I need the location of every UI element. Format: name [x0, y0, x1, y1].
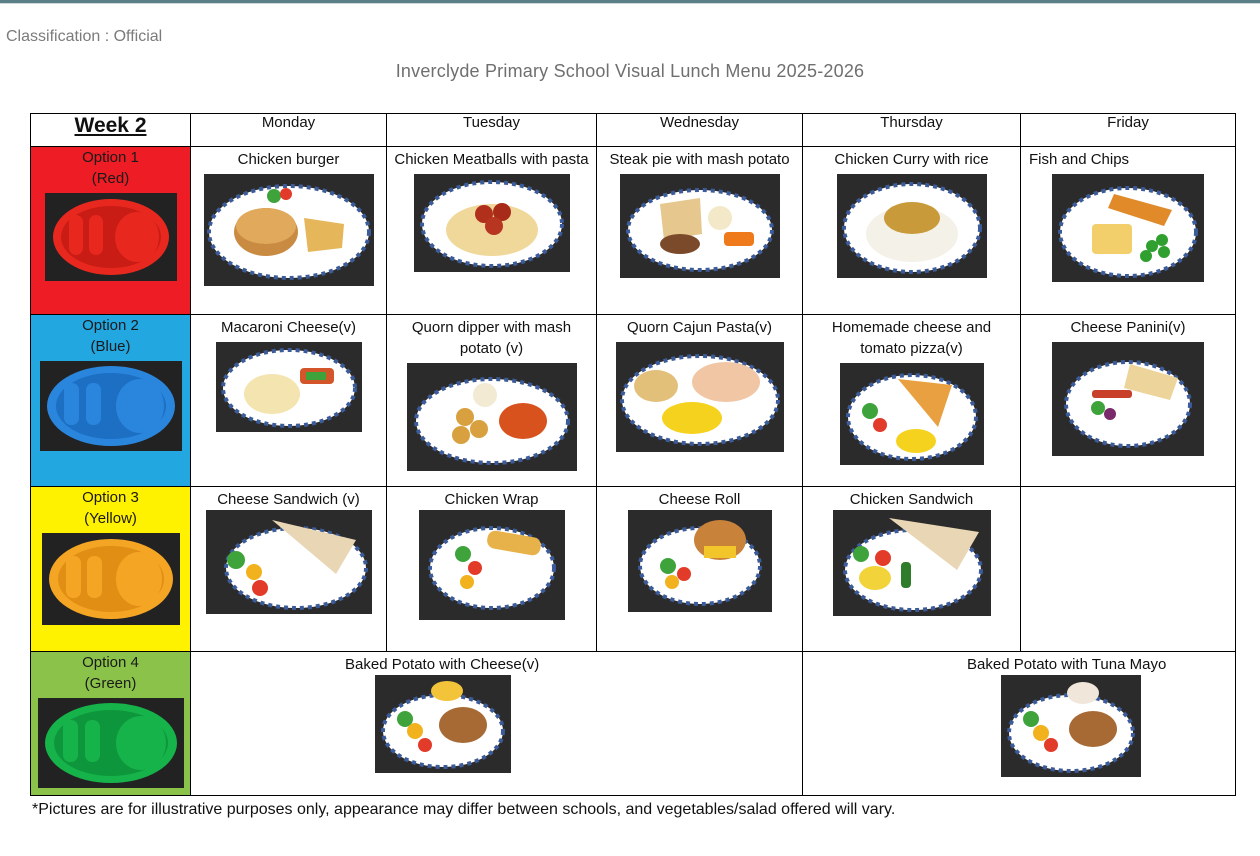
dish-label: Cheese Roll [658, 491, 741, 508]
footnote: *Pictures are for illustrative purposes only, appearance may differ between schools, and vegetables/salad offered will vary. [32, 801, 896, 818]
option-color-name: (Yellow) [84, 510, 137, 527]
page-title: Inverclyde Primary School Visual Lunch Menu 2025-2026 [395, 61, 865, 81]
blue-tray-icon [40, 361, 182, 451]
dish-label: Chicken Curry with rice [834, 151, 989, 168]
dish-label: Cheese Sandwich (v) [217, 491, 360, 508]
red-tray-icon [45, 193, 177, 281]
dish-label: Cheese Panini(v) [1070, 319, 1186, 336]
dish-label: Fish and Chips [1029, 151, 1130, 168]
option-row-3 [31, 487, 1236, 652]
option-label: Option 3 [82, 489, 139, 506]
menu-cell-thu-2 [803, 315, 1021, 487]
green-tray-icon [38, 698, 184, 788]
menu-cell-fri-3-empty [1021, 487, 1236, 652]
lunch-menu-table [30, 113, 1236, 796]
day-header-tuesday: Tuesday [387, 114, 597, 147]
classification-label: Classification : Official [6, 28, 163, 45]
menu-cell-tue-3 [387, 487, 597, 652]
option-row-4 [31, 652, 1236, 796]
chicken-curry-photo [837, 174, 987, 278]
meatballs-pasta-photo [414, 174, 570, 272]
option-color-name: (Green) [84, 675, 137, 692]
option-cell-red [31, 147, 191, 315]
menu-cell-baked-potato-cheese [191, 652, 803, 796]
option-label: Option 1 [82, 149, 139, 166]
quorn-dipper-photo [407, 363, 577, 471]
baked-potato-cheese-photo [375, 675, 511, 773]
dish-label: Homemade cheese and tomato pizza(v) [831, 319, 992, 357]
quorn-cajun-pasta-photo [616, 342, 784, 452]
option-row-2 [31, 315, 1236, 487]
option-label: Option 2 [82, 317, 139, 334]
cheese-roll-photo [628, 510, 772, 612]
dish-label: Baked Potato with Cheese(v) [345, 656, 540, 673]
option-cell-blue [31, 315, 191, 487]
cheese-panini-photo [1052, 342, 1204, 456]
chicken-sandwich-photo [833, 510, 991, 616]
cheese-sandwich-photo [206, 510, 372, 614]
menu-cell-fri-1 [1021, 147, 1236, 315]
yellow-tray-icon [42, 533, 180, 625]
menu-cell-tue-2 [387, 315, 597, 487]
dish-label: Chicken Sandwich [849, 491, 974, 508]
dish-label: Quorn Cajun Pasta(v) [626, 319, 773, 336]
menu-cell-mon-2 [191, 315, 387, 487]
menu-cell-tue-1 [387, 147, 597, 315]
menu-cell-fri-2 [1021, 315, 1236, 487]
day-header-friday: Friday [1021, 114, 1236, 147]
day-header-thursday: Thursday [803, 114, 1021, 147]
option-row-1 [31, 147, 1236, 315]
chicken-burger-photo [204, 174, 374, 286]
top-border-shadow [0, 3, 1260, 4]
day-header-monday: Monday [191, 114, 387, 147]
steak-pie-photo [620, 174, 780, 278]
option-color-name: (Red) [91, 170, 130, 187]
menu-cell-wed-3 [597, 487, 803, 652]
dish-label: Macaroni Cheese(v) [220, 319, 357, 336]
dish-label: Steak pie with mash potato [609, 151, 790, 168]
menu-cell-wed-1 [597, 147, 803, 315]
menu-cell-thu-1 [803, 147, 1021, 315]
dish-label: Chicken burger [237, 151, 340, 168]
option-label: Option 4 [82, 654, 139, 671]
menu-cell-mon-3 [191, 487, 387, 652]
cheese-tomato-pizza-photo [840, 363, 984, 465]
fish-and-chips-photo [1052, 174, 1204, 282]
baked-potato-tuna-photo [1001, 675, 1141, 777]
dish-label: Baked Potato with Tuna Mayo [967, 656, 1167, 673]
menu-cell-baked-potato-tuna [803, 652, 1236, 796]
menu-cell-mon-1 [191, 147, 387, 315]
dish-label: Chicken Meatballs with pasta [394, 151, 589, 168]
menu-cell-thu-3 [803, 487, 1021, 652]
chicken-wrap-photo [419, 510, 565, 620]
option-color-name: (Blue) [90, 338, 131, 355]
option-cell-green [31, 652, 191, 796]
menu-cell-wed-2 [597, 315, 803, 487]
day-header-wednesday: Wednesday [597, 114, 803, 147]
macaroni-cheese-photo [216, 342, 362, 432]
week-label: Week 2 [31, 114, 191, 147]
dish-label: Chicken Wrap [444, 491, 539, 508]
option-cell-yellow [31, 487, 191, 652]
header-row [31, 114, 1236, 147]
dish-label: Quorn dipper with mash potato (v) [411, 319, 572, 357]
